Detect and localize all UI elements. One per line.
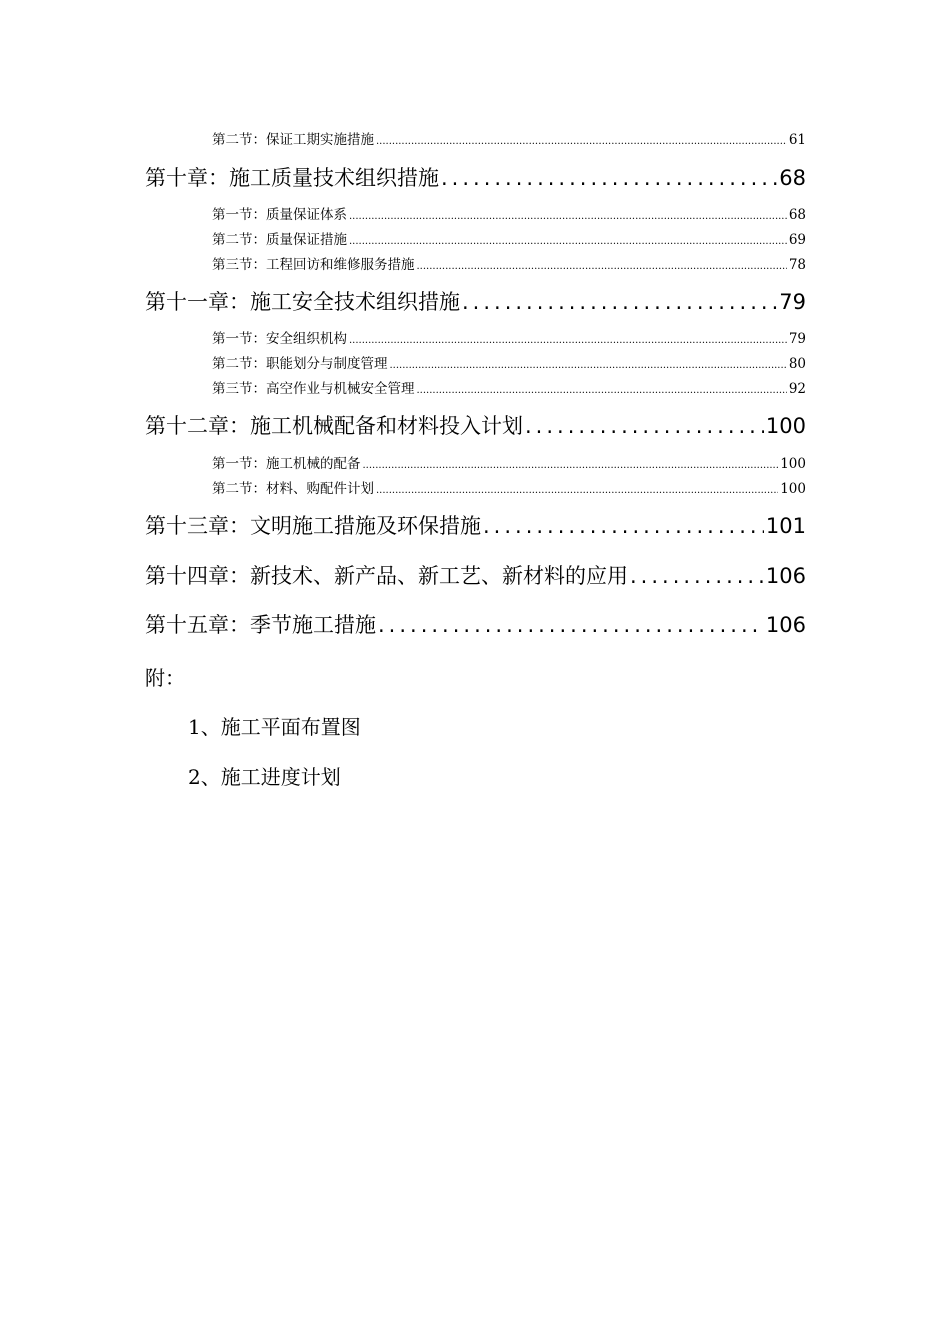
toc-leader-dots — [390, 356, 787, 372]
toc-entry-page: 100 — [780, 456, 806, 472]
toc-entry-page: 106 — [765, 613, 806, 637]
toc-entry-page: 79 — [779, 290, 806, 314]
toc-leader-dots — [462, 290, 777, 314]
toc-entry-title: 第十四章：新技术、新产品、新工艺、新材料的应用 — [145, 564, 628, 588]
toc-section-entry[interactable] — [212, 253, 806, 273]
toc-leader-dots — [525, 414, 764, 438]
toc-section-entry[interactable] — [212, 327, 806, 347]
toc-leader-dots — [441, 166, 777, 190]
toc-entry-page: 92 — [788, 381, 806, 397]
toc-entry-page: 100 — [765, 414, 806, 438]
toc-chapter-entry[interactable] — [145, 609, 806, 639]
toc-entry-page: 61 — [788, 132, 806, 148]
toc-entry-page: 101 — [765, 514, 806, 538]
toc-entry-page: 78 — [788, 257, 806, 273]
toc-chapter-entry[interactable] — [145, 286, 806, 316]
toc-section-entry[interactable] — [212, 352, 806, 372]
toc-leader-dots — [376, 132, 787, 148]
toc-entry-title: 第一节：质量保证体系 — [212, 207, 347, 223]
toc-leader-dots — [630, 564, 764, 588]
toc-entry-title: 第一节：安全组织机构 — [212, 331, 347, 347]
toc-leader-dots — [349, 331, 787, 347]
appendix-heading: 附： — [145, 666, 185, 690]
toc-entry-title: 第三节：工程回访和维修服务措施 — [212, 257, 415, 273]
toc-entry-title: 第十章：施工质量技术组织措施 — [145, 166, 439, 190]
toc-entry-title: 第十一章：施工安全技术组织措施 — [145, 290, 460, 314]
toc-entry-title: 第二节：职能划分与制度管理 — [212, 356, 388, 372]
toc-entry-title: 第十三章：文明施工措施及环保措施 — [145, 514, 481, 538]
toc-entry-page: 79 — [788, 331, 806, 347]
toc-entry-page: 100 — [780, 481, 806, 497]
toc-chapter-entry[interactable] — [145, 560, 806, 590]
toc-section-entry[interactable] — [212, 203, 806, 223]
toc-leader-dots — [378, 613, 764, 637]
toc-entry-title: 第二节：材料、购配件计划 — [212, 481, 374, 497]
toc-entry-title: 第二节：质量保证措施 — [212, 232, 347, 248]
toc-entry-title: 第十二章：施工机械配备和材料投入计划 — [145, 414, 523, 438]
toc-chapter-entry[interactable] — [145, 510, 806, 540]
appendix-item: 1、施工平面布置图 — [188, 715, 361, 739]
toc-section-entry[interactable] — [212, 377, 806, 397]
toc-leader-dots — [376, 481, 778, 497]
toc-leader-dots — [349, 232, 787, 248]
toc-entry-page: 69 — [788, 232, 806, 248]
toc-chapter-entry[interactable] — [145, 410, 806, 440]
toc-leader-dots — [417, 381, 787, 397]
toc-section-entry[interactable] — [212, 128, 806, 148]
toc-leader-dots — [417, 257, 787, 273]
toc-section-entry[interactable] — [212, 228, 806, 248]
toc-entry-title: 第二节：保证工期实施措施 — [212, 132, 374, 148]
toc-section-entry[interactable] — [212, 452, 806, 472]
toc-entry-title: 第十五章：季节施工措施 — [145, 613, 376, 637]
toc-leader-dots — [483, 514, 764, 538]
toc-chapter-entry[interactable] — [145, 162, 806, 192]
toc-entry-page: 80 — [788, 356, 806, 372]
toc-entry-page: 106 — [765, 564, 806, 588]
toc-leader-dots — [349, 207, 787, 223]
toc-leader-dots — [363, 456, 779, 472]
toc-entry-title: 第一节：施工机械的配备 — [212, 456, 361, 472]
toc-entry-title: 第三节：高空作业与机械安全管理 — [212, 381, 415, 397]
toc-entry-page: 68 — [779, 166, 806, 190]
toc-entry-page: 68 — [788, 207, 806, 223]
toc-section-entry[interactable] — [212, 477, 806, 497]
appendix-item: 2、施工进度计划 — [188, 765, 341, 789]
